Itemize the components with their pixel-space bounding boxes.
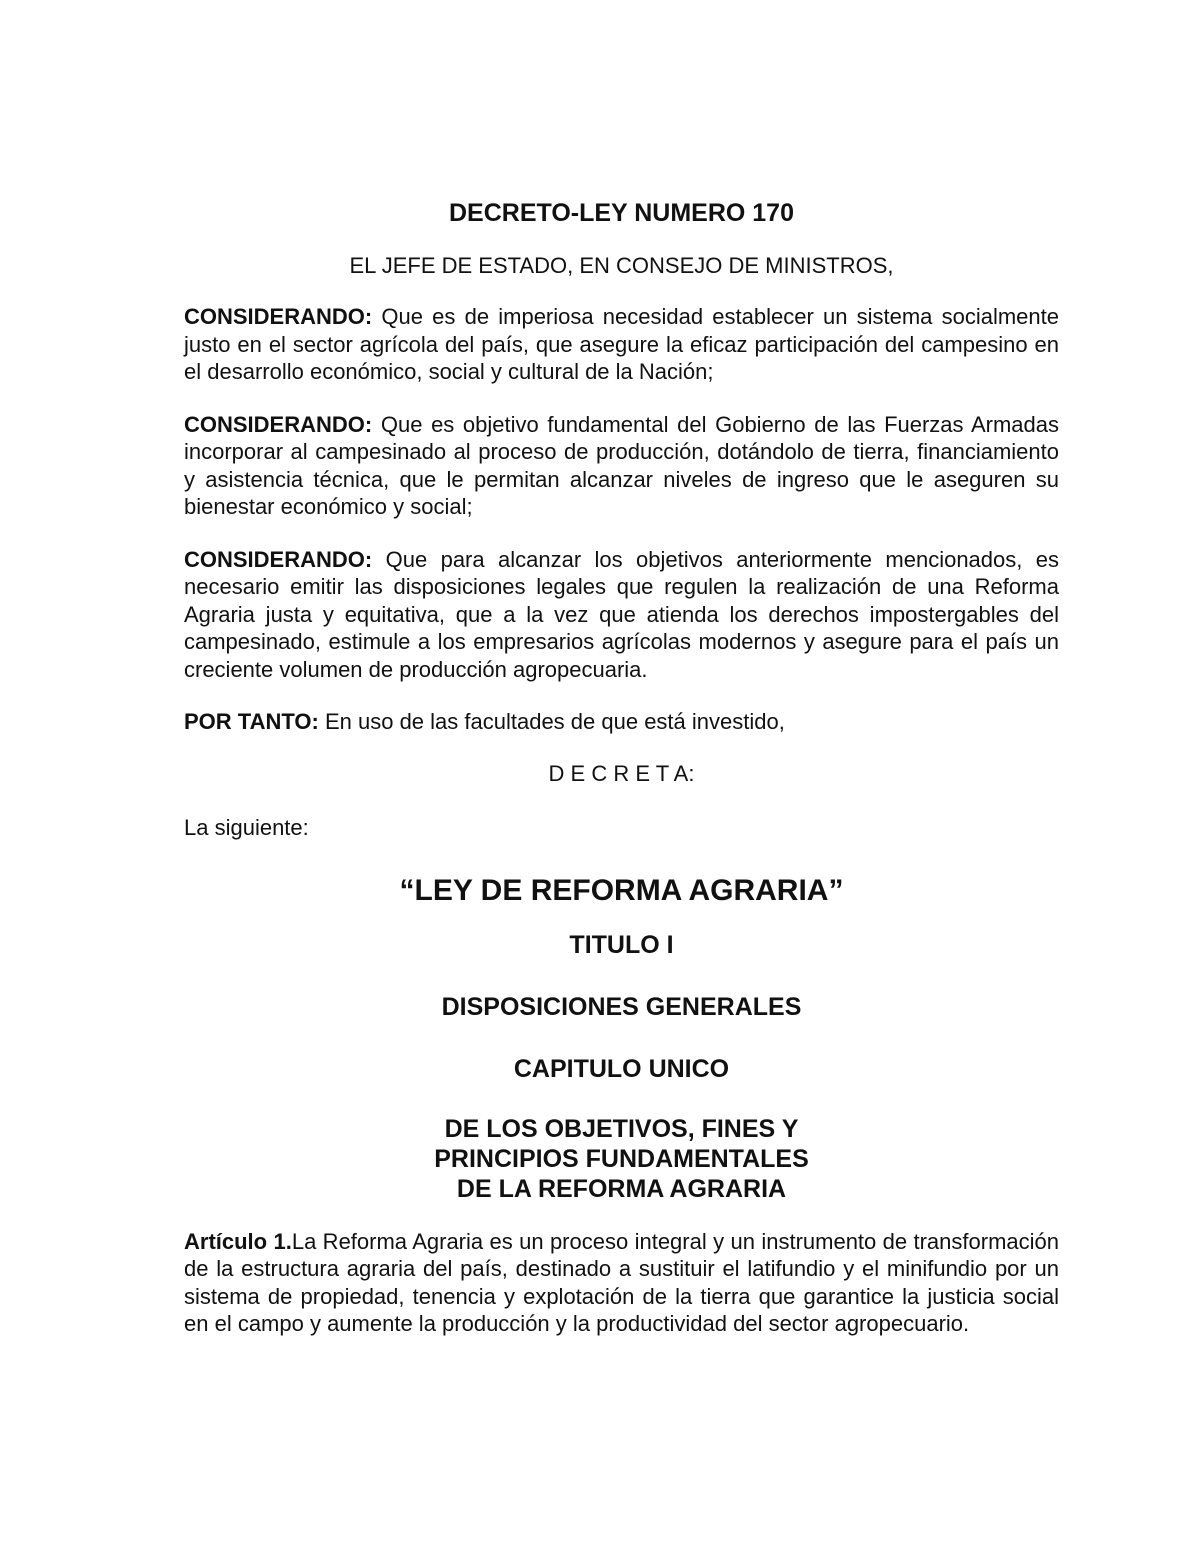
law-title: “LEY DE REFORMA AGRARIA” <box>399 873 844 907</box>
capitulo-name-line-1: DE LOS OBJETIVOS, FINES Y <box>444 1114 799 1143</box>
considerando-label: CONSIDERANDO: <box>184 411 373 437</box>
considerando-paragraph-2 <box>184 411 1059 521</box>
considerando-paragraph-1 <box>184 303 1059 386</box>
considerando-paragraph-3 <box>184 546 1059 684</box>
articulo-1-paragraph <box>184 1228 1059 1338</box>
por-tanto-label: POR TANTO: <box>184 709 319 734</box>
capitulo-name-line-2: PRINCIPIOS FUNDAMENTALES <box>434 1144 809 1173</box>
articulo-1-label: Artículo 1. <box>184 1228 292 1254</box>
capitulo-name-line-3: DE LA REFORMA AGRARIA <box>456 1174 787 1203</box>
issuer-line: EL JEFE DE ESTADO, EN CONSEJO DE MINISTROS, <box>349 253 894 278</box>
capitulo-heading: CAPITULO UNICO <box>513 1054 730 1083</box>
por-tanto-text: En uso de las facultades de que está investido, <box>318 709 785 734</box>
siguiente-line: La siguiente: <box>184 814 309 840</box>
decreta-line: D E C R E T A: <box>548 760 695 786</box>
considerando-text: Que para alcanzar los objetivos anteriormente mencionados, es necesario emitir las disposiciones legales que regulen la realización de una Reforma Agraria justa y equitativa, que a la vez que atienda los derechos impostergables del campesinado, estimule a los empresarios agrícolas modernos y asegure para el país un creciente volumen de producción agropecuaria. <box>184 546 1059 682</box>
considerando-text: Que es de imperiosa necesidad establecer un sistema socialmente justo en el sector agrícola del país, que asegure la eficaz participación del campesino en el desarrollo económico, social y cultural de la Nación; <box>184 304 1059 384</box>
considerando-label: CONSIDERANDO: <box>184 546 373 572</box>
titulo-heading: TITULO I <box>569 930 674 959</box>
por-tanto-paragraph <box>184 708 1059 736</box>
capitulo-name-heading <box>184 1114 1059 1204</box>
decree-title: DECRETO-LEY NUMERO 170 <box>449 199 794 227</box>
titulo-name-heading: DISPOSICIONES GENERALES <box>441 992 802 1021</box>
document-page <box>184 195 1059 1363</box>
considerando-text: Que es objetivo fundamental del Gobierno de las Fuerzas Armadas incorporar al campesinado al proceso de producción, dotándolo de tierra, financiamiento y asistencia técnica, que le permitan alcanzar niveles de ingreso que le aseguren su bienestar económico y social; <box>184 411 1059 519</box>
considerando-label: CONSIDERANDO: <box>184 304 373 329</box>
articulo-1-text: La Reforma Agraria es un proceso integral y un instrumento de transformación de la estructura agraria del país, destinado a sustituir el latifundio y el minifundio por un sistema de propiedad, tenencia y explotación de la tierra que garantice la justicia social en el campo y aumente la producción y la productividad del sector agropecuario. <box>184 1228 1059 1336</box>
